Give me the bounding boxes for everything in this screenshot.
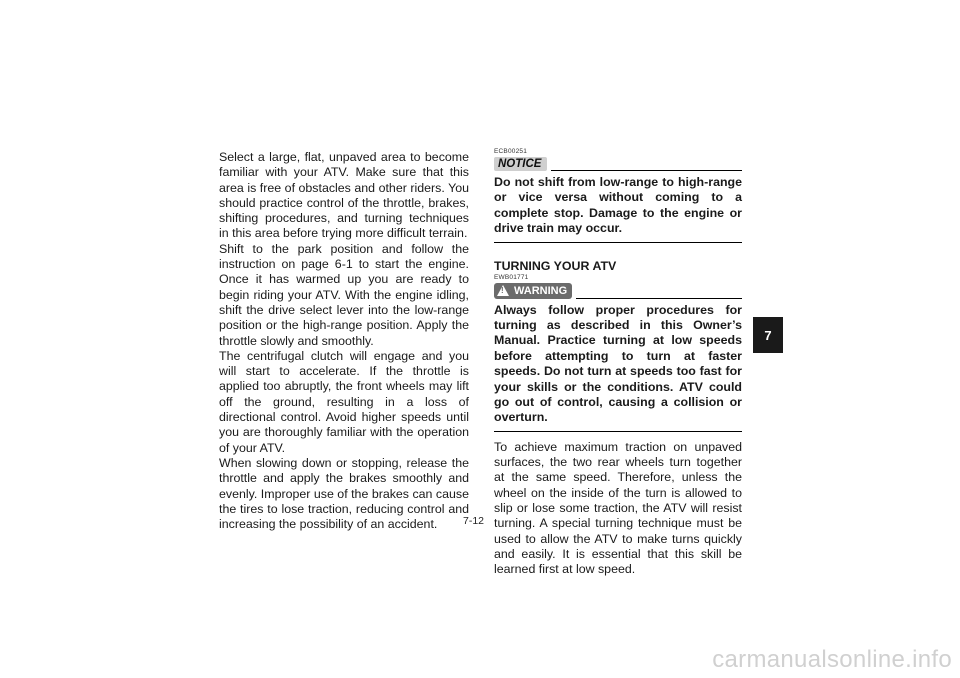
watermark: carmanualsonline.info — [712, 646, 952, 673]
notice-rule — [551, 170, 742, 171]
warning-end-rule — [494, 431, 742, 432]
page-number: 7-12 — [463, 515, 485, 527]
section-heading: TURNING YOUR ATV — [494, 258, 617, 273]
warning-label: WARNING — [514, 284, 568, 297]
left-column — [219, 150, 469, 532]
turning-paragraph: To achieve maximum traction on unpaved surfaces, the two rear wheels turn together at the same speed. Therefore, unless the wheel on the inside of the turn is allowed to slip or lose some traction, the ATV will resist turning. A special turning technique must be used to allow the ATV to make turns quickly and easily. It is essential that this skill be learned first at low speed. — [494, 439, 742, 577]
notice-header — [494, 157, 742, 171]
warning-rule — [576, 298, 742, 299]
chapter-tab: 7 — [753, 317, 783, 353]
warning-code: EWB01771 — [494, 273, 529, 281]
warning-triangle-icon: ! — [497, 285, 509, 296]
notice-code: ECB00251 — [494, 148, 528, 155]
warning-badge — [494, 283, 572, 299]
notice-text: Do not shift from low-range to high-range or vice versa without coming to a complete stop. Damage to the engine or drive train may occur. — [494, 175, 742, 236]
clutch-paragraph: The centrifugal clutch will engage and you will start to accelerate. If the throttle is applied too abruptly, the front wheels may lift off the ground, resulting in a loss of directional control. Avoid higher speeds until you are thoroughly familiar with the operation of your ATV. — [219, 348, 469, 455]
braking-paragraph: When slowing down or stopping, release the throttle and apply the brakes smoothly and evenly. Improper use of the brakes can cause the tires to lose traction, reducing control and increasing the possibility of an accident. — [219, 455, 469, 532]
right-column — [494, 148, 742, 578]
warning-text: Always follow proper procedures for turning as described in this Owner’s Manual. Practice turning at low speeds before attempting to turn at faster speeds. Do not turn at speeds too fast for your skills or the conditions. ATV could go out of control, causing a collision or overturn. — [494, 302, 742, 425]
notice-label: NOTICE — [494, 157, 547, 171]
notice-end-rule — [494, 242, 742, 243]
intro-paragraph: Select a large, flat, unpaved area to become familiar with your ATV. Make sure that this area is free of obstacles and other riders. You should practice control of the throttle, brakes, shifting procedures, and turning techniques in this area before trying more difficult terrain. — [219, 150, 469, 241]
start-engine-paragraph: Shift to the park position and follow the instruction on page 6-1 to start the engine. Once it has warmed up you are ready to begin riding your ATV. With the engine idling, shift the drive select lever into the low-range position or the high-range position. Apply the throttle slowly and smoothly. — [219, 241, 469, 348]
warning-header — [494, 283, 742, 299]
